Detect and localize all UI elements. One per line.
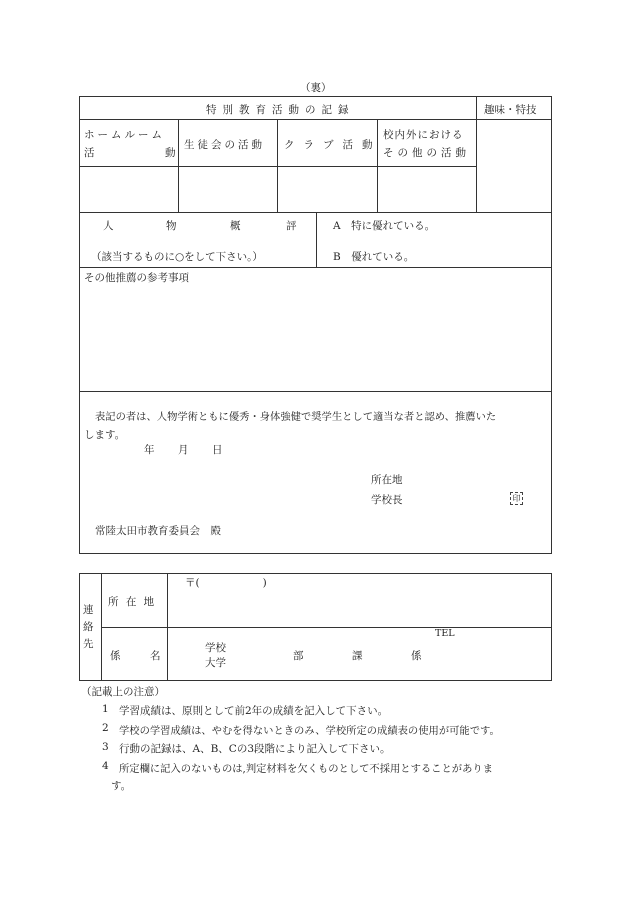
col-homeroom-line2a: 活 <box>84 147 95 159</box>
school-label: 学校 <box>205 642 226 654</box>
instructions-title: （記載上の注意） <box>81 686 165 698</box>
postal-code-field[interactable]: 〒( ) <box>185 577 267 589</box>
instruction-item: 所定欄に記入のないものは,判定材料を欠くものとして不採用とすることがありま <box>119 763 493 775</box>
instruction-item: 学習成績は、原則として前2年の成績を記入して下さい。 <box>119 705 389 717</box>
col-student-council: 生徒会の活動 <box>184 139 265 151</box>
addressee: 常陸太田市教育委員会 殿 <box>95 525 221 537</box>
dept-label: 部 <box>293 650 304 662</box>
principal-label: 学校長 <box>371 494 403 506</box>
recommendation-form <box>79 96 552 554</box>
character-instruction: （該当するものに○をして下さい。） <box>91 251 263 263</box>
instruction-num: 4 <box>102 760 109 772</box>
col-other-line2: その他の活動 <box>383 147 470 159</box>
recommendation-text: 表記の者は、人物学術ともに優秀・身体強健で奨学生として適当な者と認め、推薦いた <box>95 411 497 423</box>
divider <box>79 166 477 167</box>
date-year: 年 <box>144 444 155 456</box>
divider <box>79 267 552 268</box>
divider <box>101 627 552 628</box>
location-label: 所在地 <box>371 474 403 486</box>
col-club: クラブ活動 <box>284 139 382 151</box>
divider <box>79 391 552 392</box>
activities-header: 特別教育活動の記録 <box>206 104 355 116</box>
university-label: 大学 <box>205 657 226 669</box>
person-label-a: 係 <box>110 650 121 662</box>
contact-side-label-3: 先 <box>83 638 94 650</box>
divider <box>316 212 317 267</box>
recommendation-text-cont: します。 <box>84 429 126 441</box>
divider <box>476 96 477 212</box>
address-label: 所 在 地 <box>108 596 157 608</box>
contact-side-label: 連 <box>83 604 94 616</box>
option-b[interactable]: B 優れている。 <box>333 251 415 263</box>
contact-side-label-2: 絡 <box>83 621 94 633</box>
tel-label: TEL <box>435 628 455 639</box>
notes-title: その他推薦の参考事項 <box>84 272 189 284</box>
hobby-header: 趣味・特技 <box>484 104 537 116</box>
col-homeroom: ホームルーム <box>84 129 165 141</box>
instruction-item: 行動の記録は、A、B、Cの3段階により記入して下さい。 <box>119 743 391 755</box>
character-label-1: 人 <box>103 220 114 232</box>
instruction-num: 3 <box>102 741 109 753</box>
divider <box>79 119 552 120</box>
character-label-4: 評 <box>286 220 297 232</box>
instruction-item: 学校の学習成績は、やむを得ないときのみ、学校所定の成績表の使用が可能です。 <box>119 725 500 737</box>
instruction-num: 2 <box>102 722 109 734</box>
col-homeroom-line2b: 動 <box>165 147 176 159</box>
instruction-num: 1 <box>102 703 109 715</box>
seal-mark: 印 <box>510 492 523 505</box>
col-other: 校内外における <box>383 129 464 141</box>
date-month: 月 <box>178 444 189 456</box>
page-label: （裏） <box>300 82 332 94</box>
staff-label: 係 <box>411 650 422 662</box>
character-label-3: 概 <box>230 220 241 232</box>
date-day: 日 <box>212 444 223 456</box>
instruction-item-cont: す。 <box>111 780 132 792</box>
person-label-b: 名 <box>150 650 161 662</box>
section-label: 課 <box>352 650 363 662</box>
option-a[interactable]: A 特に優れている。 <box>333 220 436 232</box>
character-label-2: 物 <box>166 220 177 232</box>
